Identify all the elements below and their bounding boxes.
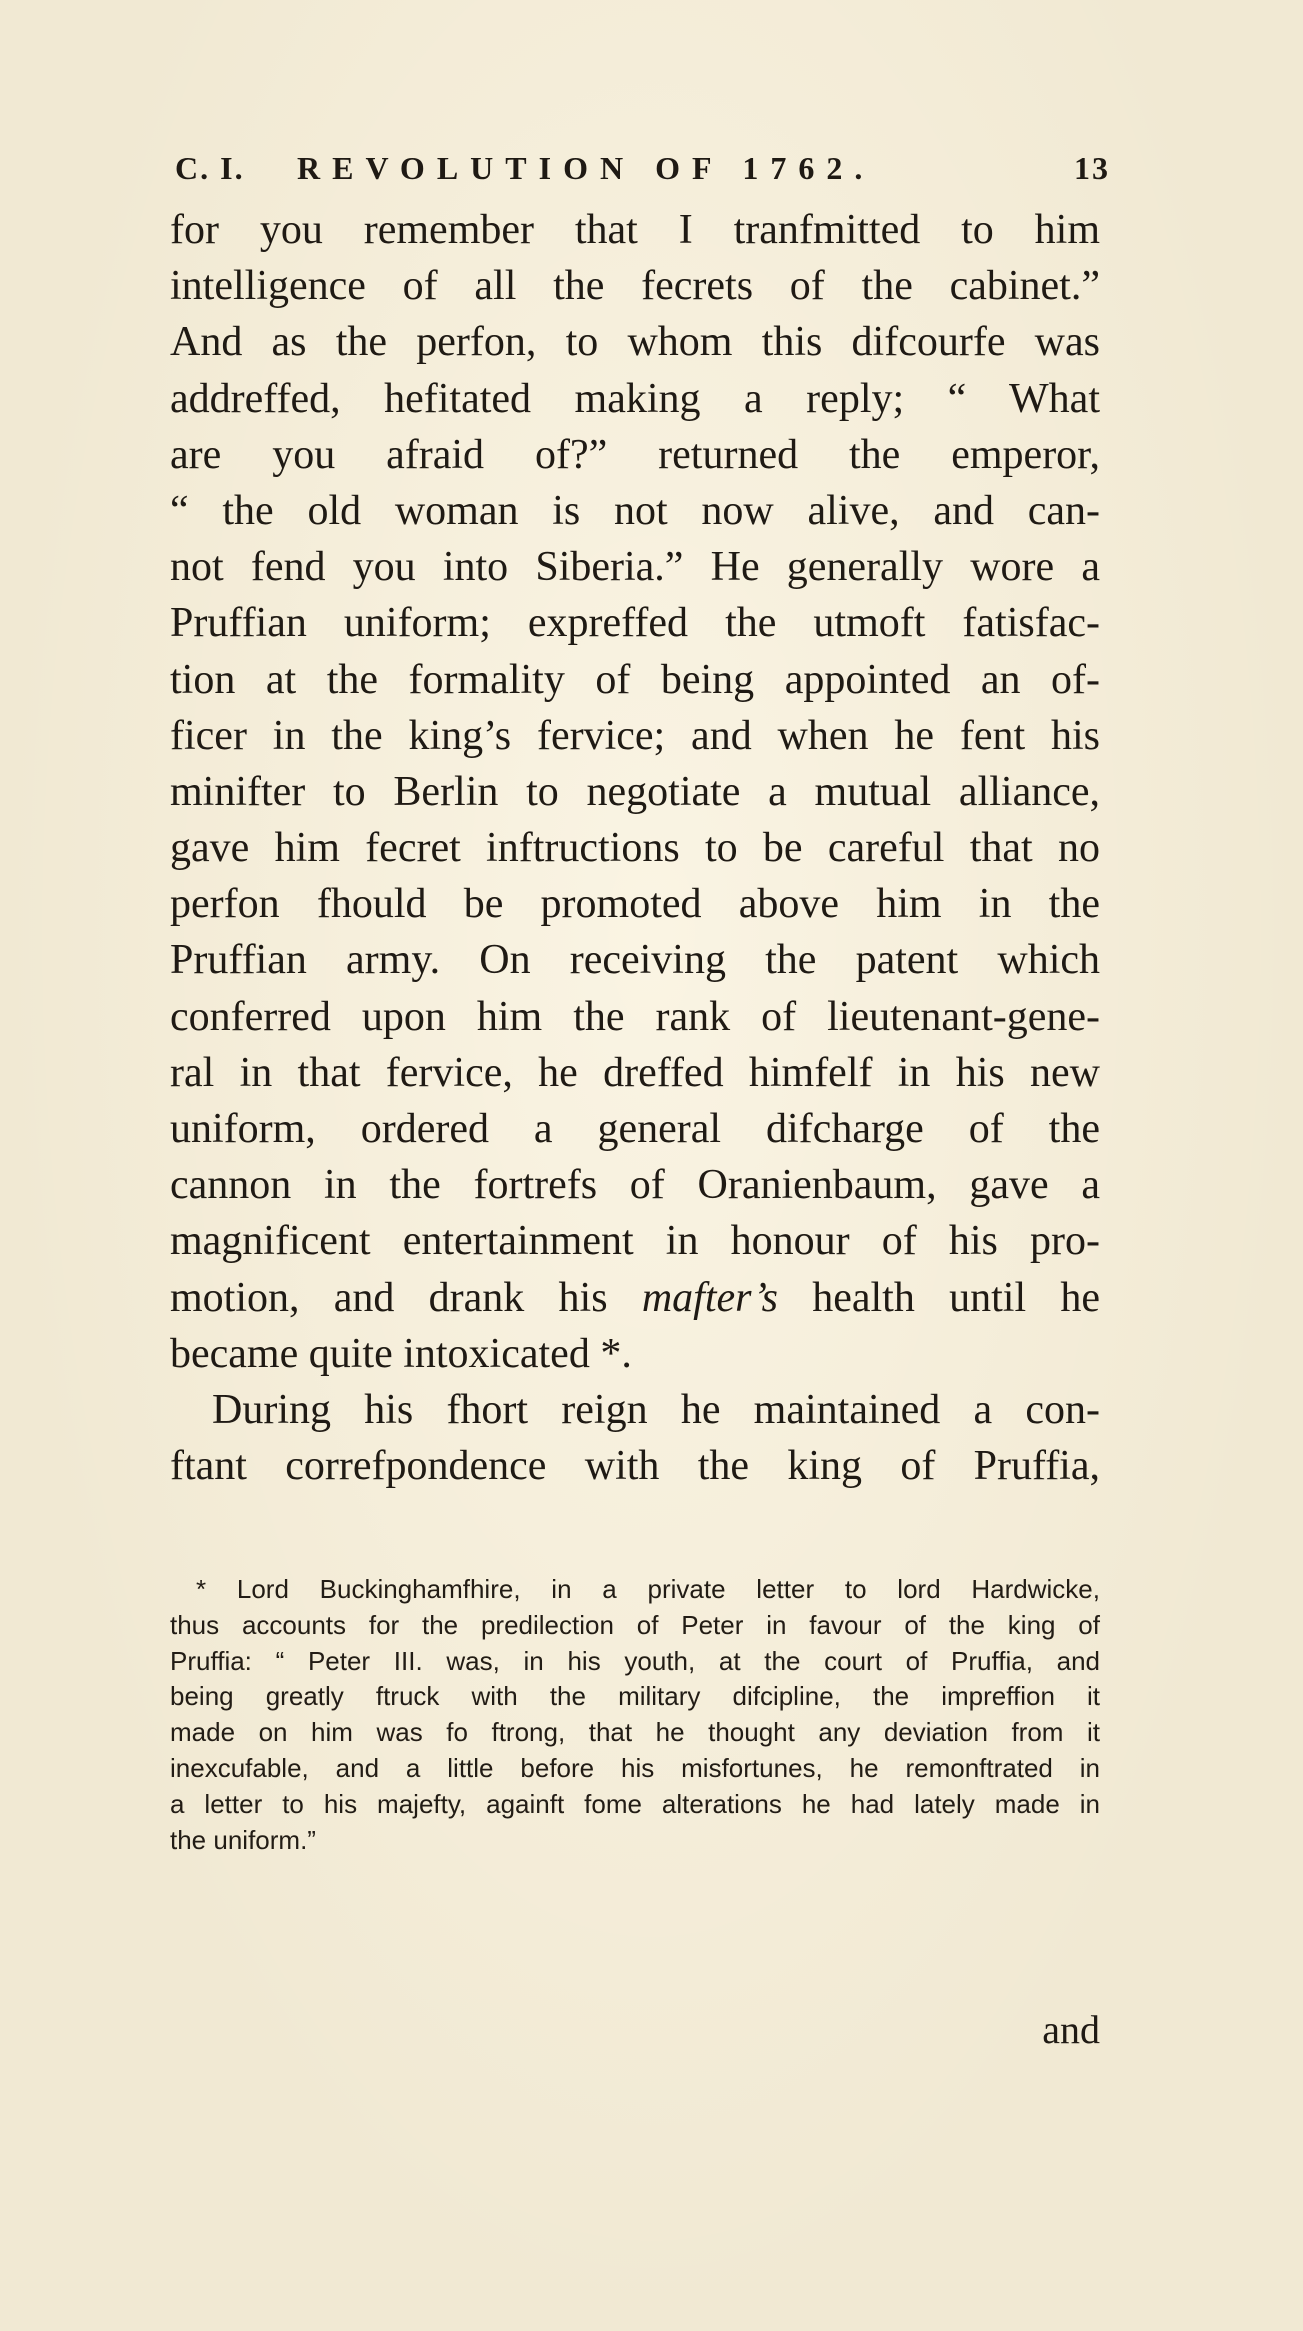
footnote [170, 1572, 1100, 1858]
text-line: And as the perfon, to whom this difcourfe was [170, 319, 1100, 366]
text-line-with-italic [170, 1270, 1100, 1326]
footnote-line: the uniform.” [170, 1824, 316, 1855]
text-line: cannon in the fortrefs of Oranienbaum, gave a [170, 1162, 1100, 1209]
text-fragment: motion, and drank his [170, 1274, 608, 1321]
text-line: addreffed, hefitated making a reply; “ What [170, 375, 1100, 422]
footnote-line: thus accounts for the predilection of Peter in favour of the king of [170, 1609, 1100, 1640]
running-title: REVOLUTION OF 1762. [297, 150, 875, 186]
text-line: Pruffian army. On receiving the patent which [170, 937, 1100, 984]
paragraph-start-line: During his fhort reign he maintained a con- [212, 1386, 1100, 1433]
text-line: are you afraid of?” returned the emperor, [170, 431, 1100, 478]
text-line: “ the old woman is not now alive, and can- [170, 487, 1100, 534]
text-line: ficer in the king’s fervice; and when he fent his [170, 712, 1100, 759]
text-line: Pruffian uniform; expreffed the utmoft fatisfac- [170, 600, 1100, 647]
footnote-line: Pruffia: “ Peter III. was, in his youth, at the court of Pruffia, and [170, 1645, 1100, 1676]
footnote-line: a letter to his majefty, againft fome alterations he had lately made in [170, 1788, 1100, 1819]
italic-word: mafter’s [641, 1274, 778, 1321]
text-line: minifter to Berlin to negotiate a mutual alliance, [170, 768, 1100, 815]
text-line: conferred upon him the rank of lieutenant-gene- [170, 993, 1100, 1040]
page-number: 13 [1074, 150, 1110, 186]
text-line: intelligence of all the fecrets of the cabinet.” [170, 263, 1100, 310]
text-line: perfon fhould be promoted above him in the [170, 881, 1100, 928]
text-line: magnificent entertainment in honour of his pro- [170, 1218, 1100, 1265]
footnote-line: made on him was fo ftrong, that he thought any deviation from it [170, 1717, 1100, 1748]
text-line: tion at the formality of being appointed an of- [170, 656, 1100, 703]
running-header [175, 150, 1110, 194]
text-line: gave him fecret inftructions to be careful that no [170, 825, 1100, 872]
body-text [170, 202, 1100, 1494]
footnote-line: inexcufable, and a little before his misfortunes, he remonftrated in [170, 1752, 1100, 1783]
text-line: ral in that fervice, he dreffed himfelf in his new [170, 1049, 1100, 1096]
catchword: and [1042, 2007, 1100, 2052]
text-line: uniform, ordered a general difcharge of the [170, 1106, 1100, 1152]
footnote-line: * Lord Buckinghamfhire, in a private letter to lord Hardwicke, [196, 1574, 1100, 1604]
text-fragment: health until he [812, 1274, 1101, 1321]
text-line: not fend you into Siberia.” He generally wore a [170, 544, 1100, 591]
paragraph-end-line: became quite intoxicated *. [170, 1330, 632, 1377]
chapter-marker: C. I. [175, 150, 245, 186]
text-line: ftant correfpondence with the king of Pruffia, [170, 1443, 1100, 1490]
text-line: for you remember that I tranfmitted to him [170, 207, 1100, 253]
footnote-line: being greatly ftruck with the military difcipline, the impreffion it [170, 1681, 1100, 1712]
